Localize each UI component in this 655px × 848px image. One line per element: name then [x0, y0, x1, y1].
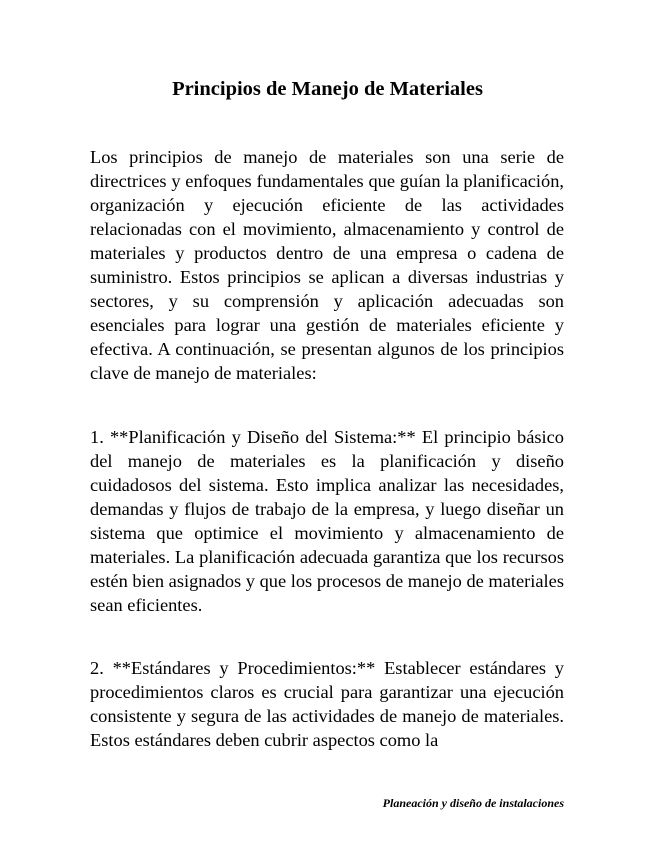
principle-2-paragraph: 2. **Estándares y Procedimientos:** Establecer estándares y procedimientos claros es crucial para garantizar una ejecución consistente y segura de las actividades de manejo de materiales. Estos estándares deben cubrir aspectos como la	[90, 658, 564, 750]
page-footer: Planeación y diseño de instalaciones	[382, 796, 564, 810]
page-title: Principios de Manejo de Materiales	[172, 78, 483, 100]
intro-paragraph: Los principios de manejo de materiales son una serie de directrices y enfoques fundamentales que guían la planificación, organización y ejecución eficiente de las actividades relacionadas con el movimiento, almacenamiento y control de materiales y productos dentro de una empresa o cadena de suministro. Estos principios se aplican a diversas industrias y sectores, y su comprensión y aplicación adecuadas son esenciales para lograr una gestión de materiales eficiente y efectiva. A continuación, se presentan algunos de los principios clave de manejo de materiales:	[90, 147, 564, 383]
principle-1-paragraph: 1. **Planificación y Diseño del Sistema:** El principio básico del manejo de materiales es la planificación y diseño cuidadosos del sistema. Esto implica analizar las necesidades, demandas y flujos de trabajo de la empresa, y luego diseñar un sistema que optimice el movimiento y almacenamiento de materiales. La planificación adecuada garantiza que los recursos estén bien asignados y que los procesos de manejo de materiales sean eficientes.	[90, 427, 564, 615]
